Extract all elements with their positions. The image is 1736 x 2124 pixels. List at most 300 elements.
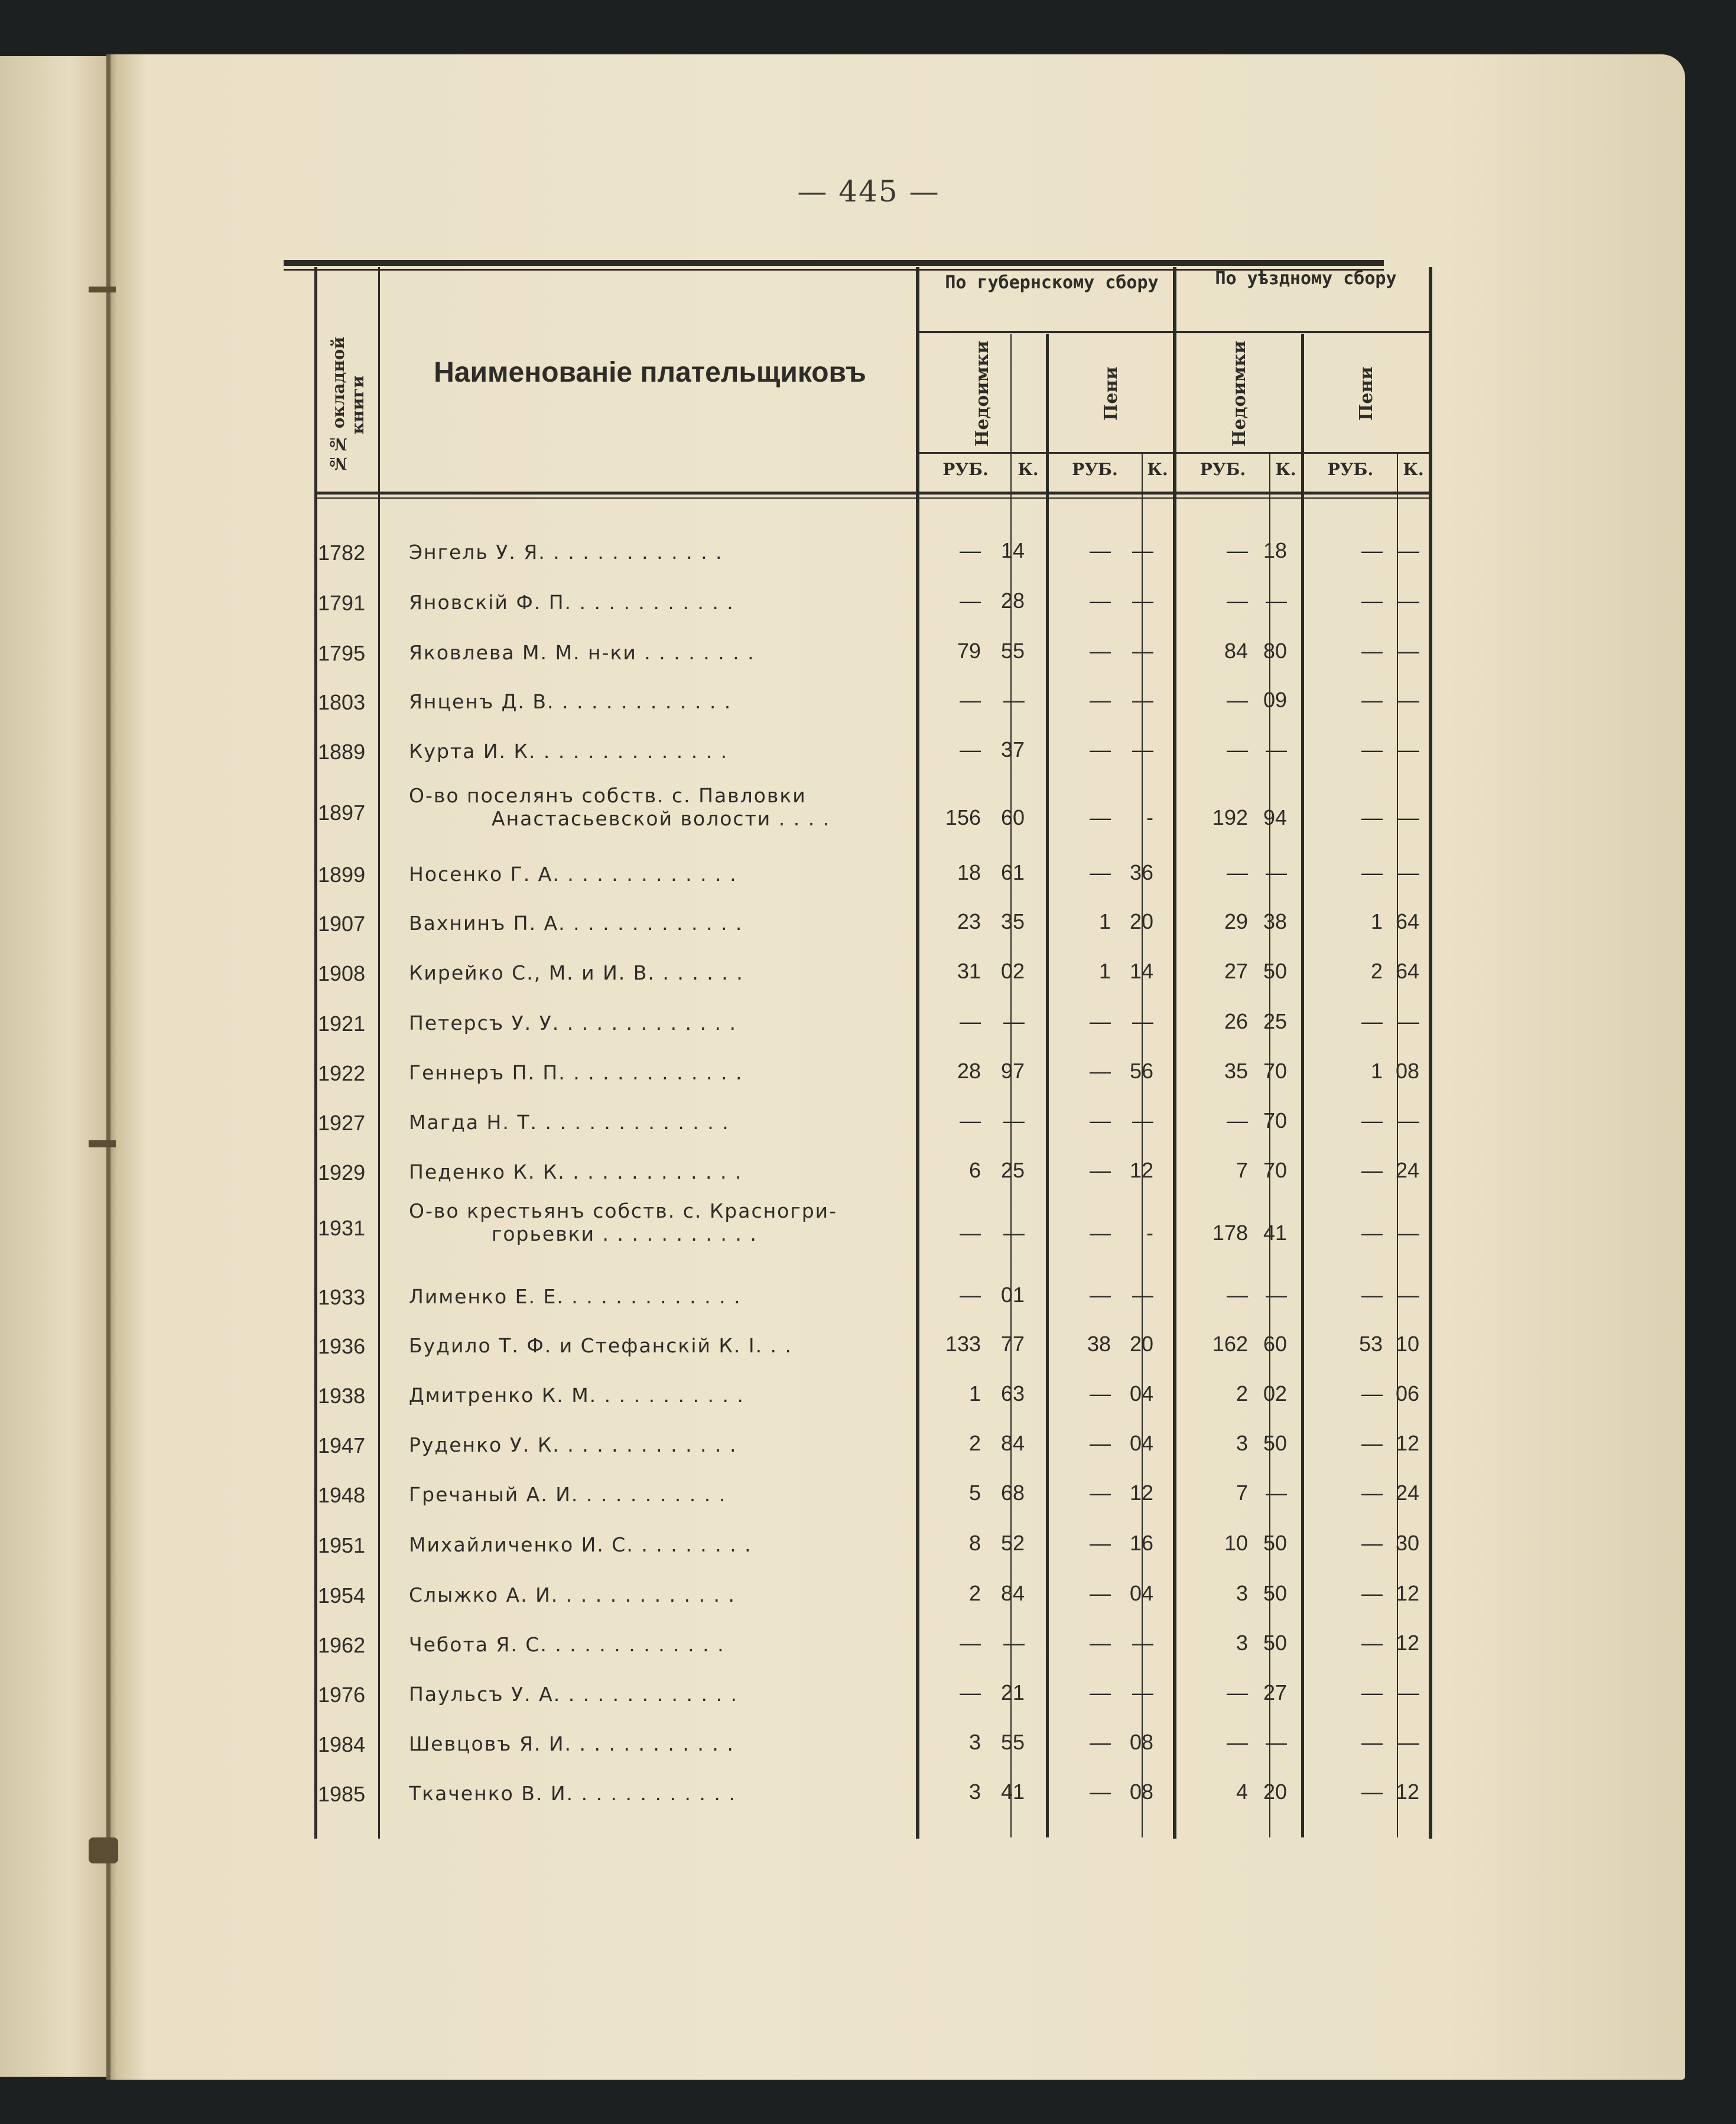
district-arrears-kop: 18: [1263, 538, 1287, 562]
provincial-arrears-rub: 8: [968, 1531, 981, 1555]
payer-name-line: Ткаченко В. И. . . . . . . . . . . .: [409, 1782, 736, 1805]
district-arrears-kop: 94: [1263, 805, 1287, 830]
table-row: [313, 909, 1436, 961]
payer-name: [409, 1160, 893, 1183]
header-provincial-arrears: Недоимки: [972, 340, 993, 447]
header-provincial-group: По губернскому сбору: [945, 272, 1159, 293]
provincial-arrears-kop: 21: [1000, 1680, 1025, 1705]
provincial-penalties-kop: -: [1146, 1221, 1153, 1245]
table-row: [313, 1108, 1436, 1160]
payer-name: [409, 1533, 893, 1556]
district-penalties-rub: —: [1361, 805, 1383, 830]
book-number: 1782: [318, 541, 366, 565]
provincial-penalties-kop: 04: [1129, 1581, 1153, 1605]
district-arrears-kop: 80: [1263, 639, 1287, 663]
district-arrears-kop: —: [1266, 1283, 1287, 1307]
provincial-penalties-rub: —: [1090, 1581, 1111, 1605]
provincial-arrears-rub: 31: [957, 959, 981, 983]
table-row: [313, 737, 1436, 789]
provincial-arrears-rub: —: [960, 1009, 981, 1033]
provincial-penalties-rub: 1: [1098, 959, 1111, 983]
payer-name: [409, 1111, 893, 1134]
provincial-arrears-kop: 97: [1000, 1059, 1025, 1083]
district-penalties-kop: 08: [1395, 1059, 1419, 1083]
payer-name: [409, 784, 893, 830]
district-penalties-rub: —: [1361, 1431, 1383, 1455]
provincial-penalties-rub: —: [1090, 1631, 1111, 1655]
binding-staple-top: [89, 287, 116, 292]
district-penalties-rub: 1: [1370, 1059, 1383, 1083]
payer-name-line: Яновскій Ф. П. . . . . . . . . . . .: [409, 591, 734, 614]
payer-name-line: Кирейко С., М. и И. В. . . . . . .: [409, 961, 744, 984]
provincial-arrears-kop: 25: [1000, 1158, 1025, 1182]
district-arrears-kop: 50: [1263, 1631, 1287, 1655]
header-rub-1: РУБ.: [942, 460, 989, 479]
payer-name-line: Геннеръ П. П. . . . . . . . . . . . .: [409, 1061, 743, 1084]
provincial-arrears-rub: 5: [968, 1481, 981, 1505]
provincial-arrears-kop: 77: [1000, 1332, 1025, 1356]
provincial-penalties-rub: —: [1090, 860, 1111, 884]
provincial-penalties-kop: —: [1132, 1009, 1153, 1033]
district-penalties-rub: —: [1361, 1680, 1383, 1705]
page-number: — 445 —: [797, 174, 940, 209]
district-arrears-rub: 2: [1236, 1381, 1248, 1406]
district-arrears-kop: 50: [1263, 1431, 1287, 1455]
district-penalties-rub: —: [1361, 1481, 1383, 1505]
provincial-arrears-kop: 02: [1000, 959, 1025, 983]
page-gutter: [106, 54, 110, 2080]
district-penalties-rub: 1: [1370, 909, 1383, 933]
provincial-penalties-rub: —: [1090, 688, 1111, 712]
provincial-penalties-kop: 20: [1129, 1332, 1153, 1356]
payer-name-line: Лименко Е. Е. . . . . . . . . . . . .: [409, 1285, 742, 1308]
book-number: 1933: [318, 1285, 366, 1309]
district-penalties-rub: —: [1361, 1283, 1383, 1307]
district-penalties-kop: —: [1398, 639, 1419, 663]
provincial-penalties-kop: 04: [1129, 1431, 1153, 1455]
provincial-arrears-kop: —: [1003, 1221, 1025, 1245]
provincial-penalties-rub: —: [1090, 1680, 1111, 1705]
district-penalties-kop: 64: [1395, 959, 1419, 983]
provincial-penalties-rub: 1: [1098, 909, 1111, 933]
table-row: [313, 690, 1436, 740]
provincial-arrears-kop: 55: [1000, 639, 1025, 663]
payer-name: [409, 541, 893, 564]
district-penalties-kop: —: [1398, 538, 1419, 562]
provincial-arrears-kop: 28: [1000, 588, 1025, 613]
provincial-arrears-rub: —: [960, 1631, 981, 1655]
provincial-penalties-kop: —: [1132, 1680, 1153, 1705]
district-arrears-rub: 84: [1224, 639, 1248, 663]
district-arrears-rub: 178: [1212, 1221, 1248, 1245]
rule-under-subheaders: [918, 452, 1431, 454]
district-penalties-rub: —: [1361, 860, 1383, 884]
provincial-penalties-rub: —: [1090, 1283, 1111, 1307]
provincial-arrears-kop: 60: [1000, 805, 1025, 830]
district-penalties-rub: —: [1361, 1009, 1383, 1033]
provincial-arrears-rub: 3: [968, 1780, 981, 1804]
provincial-penalties-kop: —: [1132, 538, 1153, 562]
district-arrears-kop: —: [1266, 1730, 1287, 1754]
payer-name: [409, 591, 893, 614]
provincial-penalties-kop: —: [1132, 1631, 1153, 1655]
district-arrears-kop: 20: [1263, 1780, 1287, 1804]
payer-name-line: Петерсъ У. У. . . . . . . . . . . . .: [409, 1011, 737, 1035]
table-row: [313, 1583, 1436, 1633]
provincial-arrears-kop: 14: [1000, 538, 1025, 562]
district-arrears-rub: —: [1227, 860, 1248, 884]
district-arrears-kop: —: [1266, 737, 1287, 762]
district-arrears-kop: 60: [1263, 1332, 1287, 1356]
header-rub-4: РУБ.: [1327, 460, 1374, 479]
payer-name: [409, 1433, 893, 1456]
header-kop-1: К.: [1017, 460, 1039, 479]
provincial-arrears-rub: 79: [957, 639, 981, 663]
table-row: [313, 1011, 1436, 1061]
book-number: 1936: [318, 1334, 366, 1358]
provincial-arrears-kop: —: [1003, 1108, 1025, 1133]
provincial-penalties-kop: 36: [1129, 860, 1153, 884]
district-arrears-rub: 3: [1236, 1581, 1248, 1605]
table-row: [313, 588, 1436, 640]
district-arrears-rub: 7: [1236, 1158, 1248, 1182]
provincial-penalties-rub: —: [1090, 1059, 1111, 1083]
provincial-arrears-rub: —: [960, 1221, 981, 1245]
header-payer-name: Наименованіе плательщиковъ: [434, 357, 866, 388]
district-arrears-kop: 38: [1263, 909, 1287, 933]
district-arrears-rub: —: [1227, 1283, 1248, 1307]
district-penalties-kop: —: [1398, 1283, 1419, 1307]
payer-name-line: Вахнинъ П. А. . . . . . . . . . . . .: [409, 912, 743, 935]
provincial-penalties-kop: —: [1132, 688, 1153, 712]
payer-name: [409, 1782, 893, 1805]
district-arrears-rub: 26: [1224, 1009, 1248, 1033]
table-row: [313, 538, 1436, 590]
provincial-penalties-kop: —: [1132, 737, 1153, 762]
district-penalties-kop: 12: [1395, 1431, 1419, 1455]
provincial-arrears-rub: 28: [957, 1059, 981, 1083]
book-number: 1907: [318, 912, 366, 936]
table-row: [313, 961, 1436, 1011]
district-arrears-kop: 41: [1263, 1221, 1287, 1245]
provincial-penalties-rub: 38: [1087, 1332, 1111, 1356]
district-penalties-rub: —: [1361, 1158, 1383, 1182]
payer-name-line: Янценъ Д. В. . . . . . . . . . . . .: [409, 690, 732, 713]
payer-name: [409, 1384, 893, 1407]
table-row: [313, 1061, 1436, 1111]
rule-under-header: [316, 492, 1431, 495]
provincial-arrears-kop: 35: [1000, 909, 1025, 933]
provincial-arrears-rub: —: [960, 1680, 981, 1705]
provincial-penalties-kop: —: [1132, 588, 1153, 613]
district-arrears-rub: —: [1227, 1108, 1248, 1133]
provincial-penalties-kop: 08: [1129, 1730, 1153, 1754]
payer-name-line: Слыжко А. И. . . . . . . . . . . . .: [409, 1583, 736, 1606]
provincial-arrears-rub: 3: [968, 1730, 981, 1754]
district-arrears-rub: —: [1227, 688, 1248, 712]
district-penalties-rub: —: [1361, 639, 1383, 663]
payer-name-line: Носенко Г. А. . . . . . . . . . . . .: [409, 863, 737, 886]
district-arrears-rub: 29: [1224, 909, 1248, 933]
book-number: 1889: [318, 740, 366, 764]
payer-name: [409, 1199, 893, 1245]
provincial-penalties-kop: —: [1132, 1283, 1153, 1307]
district-penalties-kop: —: [1398, 737, 1419, 762]
provincial-penalties-kop: 12: [1129, 1158, 1153, 1182]
district-penalties-kop: —: [1398, 1680, 1419, 1705]
district-penalties-kop: —: [1398, 860, 1419, 884]
provincial-penalties-rub: —: [1090, 1381, 1111, 1406]
book-number: 1985: [318, 1782, 366, 1806]
district-arrears-kop: —: [1266, 1481, 1287, 1505]
district-arrears-kop: —: [1266, 588, 1287, 613]
provincial-penalties-kop: 14: [1129, 959, 1153, 983]
district-arrears-rub: 10: [1224, 1531, 1248, 1555]
provincial-arrears-kop: —: [1003, 688, 1025, 712]
payer-name-line: Будило Т. Ф. и Стефанскій К. І. . .: [409, 1334, 793, 1357]
payer-name-continuation: горьевки . . . . . . . . . . .: [492, 1222, 758, 1245]
district-penalties-kop: 24: [1395, 1481, 1419, 1505]
district-penalties-rub: —: [1361, 1730, 1383, 1754]
provincial-arrears-kop: 61: [1000, 860, 1025, 884]
payer-name-line: Гречаный А. И. . . . . . . . . . .: [409, 1483, 727, 1506]
payer-name-line: Чебота Я. С. . . . . . . . . . . . .: [409, 1633, 725, 1656]
payer-name-line: Михайличенко И. С. . . . . . . . .: [409, 1533, 752, 1556]
book-number: 1976: [318, 1683, 366, 1707]
book-number: 1795: [318, 641, 366, 665]
provincial-arrears-kop: 37: [1000, 737, 1025, 762]
book-number: 1962: [318, 1633, 366, 1657]
provincial-penalties-rub: —: [1090, 1481, 1111, 1505]
book-number: 1922: [318, 1061, 366, 1085]
district-arrears-rub: 4: [1236, 1780, 1248, 1804]
district-penalties-rub: —: [1361, 737, 1383, 762]
district-penalties-rub: —: [1361, 1108, 1383, 1133]
district-arrears-kop: 70: [1263, 1108, 1287, 1133]
district-penalties-kop: 30: [1395, 1531, 1419, 1555]
provincial-arrears-rub: 156: [945, 805, 981, 830]
book-number: 1897: [318, 801, 366, 825]
table-row: [313, 1633, 1436, 1683]
provincial-penalties-rub: —: [1090, 639, 1111, 663]
payer-name-line: Руденко У. К. . . . . . . . . . . . .: [409, 1433, 737, 1456]
district-arrears-kop: 50: [1263, 959, 1287, 983]
district-penalties-kop: 24: [1395, 1158, 1419, 1182]
book-number: 1908: [318, 961, 366, 985]
provincial-arrears-rub: 1: [968, 1381, 981, 1406]
table-row: [313, 1285, 1436, 1335]
binding-staple-middle: [89, 1140, 116, 1147]
district-arrears-rub: 27: [1224, 959, 1248, 983]
district-arrears-rub: —: [1227, 1680, 1248, 1705]
provincial-arrears-rub: —: [960, 688, 981, 712]
rule-under-header-thin: [316, 497, 1431, 499]
payer-name: [409, 1583, 893, 1606]
provincial-arrears-kop: —: [1003, 1009, 1025, 1033]
provincial-penalties-rub: —: [1090, 1158, 1111, 1182]
provincial-arrears-rub: 23: [957, 909, 981, 933]
payer-name: [409, 1483, 893, 1506]
district-penalties-kop: —: [1398, 1221, 1419, 1245]
table-row: [313, 784, 1436, 850]
provincial-penalties-kop: —: [1132, 639, 1153, 663]
district-arrears-kop: 25: [1263, 1009, 1287, 1033]
provincial-arrears-rub: —: [960, 737, 981, 762]
table-row: [313, 1334, 1436, 1384]
district-penalties-kop: 12: [1395, 1631, 1419, 1655]
district-penalties-rub: —: [1361, 1221, 1383, 1245]
table-row: [313, 1381, 1436, 1433]
district-arrears-rub: 192: [1212, 805, 1248, 830]
header-kop-4: К.: [1403, 460, 1424, 479]
payer-name-line: Энгель У. Я. . . . . . . . . . . . .: [409, 541, 723, 564]
book-number: 1929: [318, 1160, 366, 1185]
provincial-penalties-rub: —: [1090, 1730, 1111, 1754]
payer-name: [409, 1061, 893, 1084]
provincial-penalties-rub: —: [1090, 805, 1111, 830]
district-penalties-kop: 10: [1395, 1332, 1419, 1356]
payer-name: [409, 1683, 893, 1706]
provincial-penalties-rub: —: [1090, 737, 1111, 762]
district-penalties-rub: 53: [1358, 1332, 1383, 1356]
district-arrears-rub: 3: [1236, 1431, 1248, 1455]
book-number: 1803: [318, 690, 366, 714]
payer-name: [409, 1334, 893, 1357]
book-number: 1899: [318, 863, 366, 887]
header-kop-3: К.: [1275, 460, 1296, 479]
payer-name-line: Магда Н. Т. . . . . . . . . . . . . .: [409, 1111, 730, 1134]
header-book-number: №№ окладной книги: [329, 336, 368, 473]
district-penalties-kop: —: [1398, 1730, 1419, 1754]
book-number: 1954: [318, 1583, 366, 1608]
provincial-arrears-rub: 6: [968, 1158, 981, 1182]
provincial-arrears-rub: —: [960, 588, 981, 613]
payer-name-line: Паульсъ У. А. . . . . . . . . . . . .: [409, 1683, 738, 1706]
district-penalties-rub: 2: [1370, 959, 1383, 983]
book-number: 1921: [318, 1011, 366, 1036]
table-row: [313, 641, 1436, 691]
provincial-arrears-rub: 18: [957, 860, 981, 884]
provincial-arrears-rub: 2: [968, 1581, 981, 1605]
district-penalties-rub: —: [1361, 538, 1383, 562]
provincial-penalties-rub: —: [1090, 1108, 1111, 1133]
district-arrears-kop: 02: [1263, 1381, 1287, 1406]
district-arrears-kop: 50: [1263, 1531, 1287, 1555]
district-penalties-kop: 12: [1395, 1780, 1419, 1804]
payer-name: [409, 863, 893, 886]
provincial-penalties-kop: -: [1146, 805, 1153, 830]
payer-name-line: О-во поселянъ собств. с. Павловки: [409, 784, 807, 807]
book-number: 1984: [318, 1732, 366, 1757]
payer-name: [409, 961, 893, 984]
district-penalties-kop: —: [1398, 588, 1419, 613]
book-number: 1951: [318, 1533, 366, 1557]
provincial-penalties-rub: —: [1090, 1009, 1111, 1033]
provincial-arrears-kop: 52: [1000, 1531, 1025, 1555]
table-row: [313, 1199, 1436, 1266]
provincial-arrears-kop: 84: [1000, 1431, 1025, 1455]
provincial-penalties-kop: —: [1132, 1108, 1153, 1133]
payer-name: [409, 1732, 893, 1755]
table-row: [313, 1680, 1436, 1732]
district-arrears-rub: —: [1227, 538, 1248, 562]
provincial-penalties-kop: 04: [1129, 1381, 1153, 1406]
provincial-penalties-kop: 20: [1129, 909, 1153, 933]
provincial-penalties-kop: 12: [1129, 1481, 1153, 1505]
book-number: 1791: [318, 591, 366, 615]
payer-name-continuation: Анастасьевской волости . . . .: [492, 807, 831, 830]
provincial-penalties-rub: —: [1090, 1431, 1111, 1455]
provincial-penalties-rub: —: [1090, 1531, 1111, 1555]
header-district-arrears: Недоимки: [1229, 340, 1250, 447]
district-penalties-rub: —: [1361, 1581, 1383, 1605]
table-row: [313, 860, 1436, 912]
book-number: 1948: [318, 1483, 366, 1507]
district-arrears-kop: 27: [1263, 1680, 1287, 1705]
district-arrears-kop: 50: [1263, 1581, 1287, 1605]
district-penalties-rub: —: [1361, 1381, 1383, 1406]
district-arrears-kop: 09: [1263, 688, 1287, 712]
district-arrears-kop: 70: [1263, 1158, 1287, 1182]
provincial-arrears-rub: 133: [945, 1332, 981, 1356]
payer-name: [409, 740, 893, 763]
provincial-arrears-rub: —: [960, 1108, 981, 1133]
table-row: [313, 1533, 1436, 1583]
district-arrears-rub: —: [1227, 737, 1248, 762]
district-arrears-rub: 3: [1236, 1631, 1248, 1655]
payer-name-line: Дмитренко К. М. . . . . . . . . . .: [409, 1384, 745, 1407]
rule-under-groups: [918, 331, 1431, 333]
table-top-rule: [284, 260, 1384, 266]
table-row: [313, 1483, 1436, 1533]
provincial-arrears-kop: —: [1003, 1631, 1025, 1655]
district-penalties-kop: 64: [1395, 909, 1419, 933]
table-row: [313, 1433, 1436, 1483]
provincial-penalties-rub: —: [1090, 1221, 1111, 1245]
header-rub-2: РУБ.: [1072, 460, 1118, 479]
district-penalties-kop: 06: [1395, 1381, 1419, 1406]
provincial-arrears-rub: —: [960, 1283, 981, 1307]
provincial-penalties-kop: 16: [1129, 1531, 1153, 1555]
provincial-arrears-kop: 41: [1000, 1780, 1025, 1804]
payer-name-line: Яковлева М. М. н-ки . . . . . . . .: [409, 641, 755, 664]
district-penalties-kop: —: [1398, 688, 1419, 712]
payer-name: [409, 912, 893, 935]
payer-name-line: Педенко К. К. . . . . . . . . . . . .: [409, 1160, 743, 1183]
table-row: [313, 1732, 1436, 1782]
district-penalties-rub: —: [1361, 1531, 1383, 1555]
provincial-penalties-rub: —: [1090, 1780, 1111, 1804]
district-penalties-kop: —: [1398, 1009, 1419, 1033]
district-penalties-rub: —: [1361, 588, 1383, 613]
book-number: 1947: [318, 1433, 366, 1458]
provincial-arrears-kop: 84: [1000, 1581, 1025, 1605]
district-penalties-kop: 12: [1395, 1581, 1419, 1605]
provincial-arrears-rub: —: [960, 538, 981, 562]
payer-name: [409, 1011, 893, 1035]
book-number: 1931: [318, 1216, 366, 1240]
binding-staple-bottom: [89, 1837, 118, 1863]
provincial-arrears-kop: 68: [1000, 1481, 1025, 1505]
header-provincial-penalties: Пени: [1101, 366, 1121, 421]
district-penalties-rub: —: [1361, 1631, 1383, 1655]
table-row: [313, 1782, 1436, 1832]
header-district-penalties: Пени: [1356, 366, 1377, 421]
payer-name: [409, 1633, 893, 1656]
header-district-group: По уѣздному сбору: [1215, 268, 1397, 289]
district-arrears-rub: 162: [1212, 1332, 1248, 1356]
provincial-arrears-rub: 2: [968, 1431, 981, 1455]
